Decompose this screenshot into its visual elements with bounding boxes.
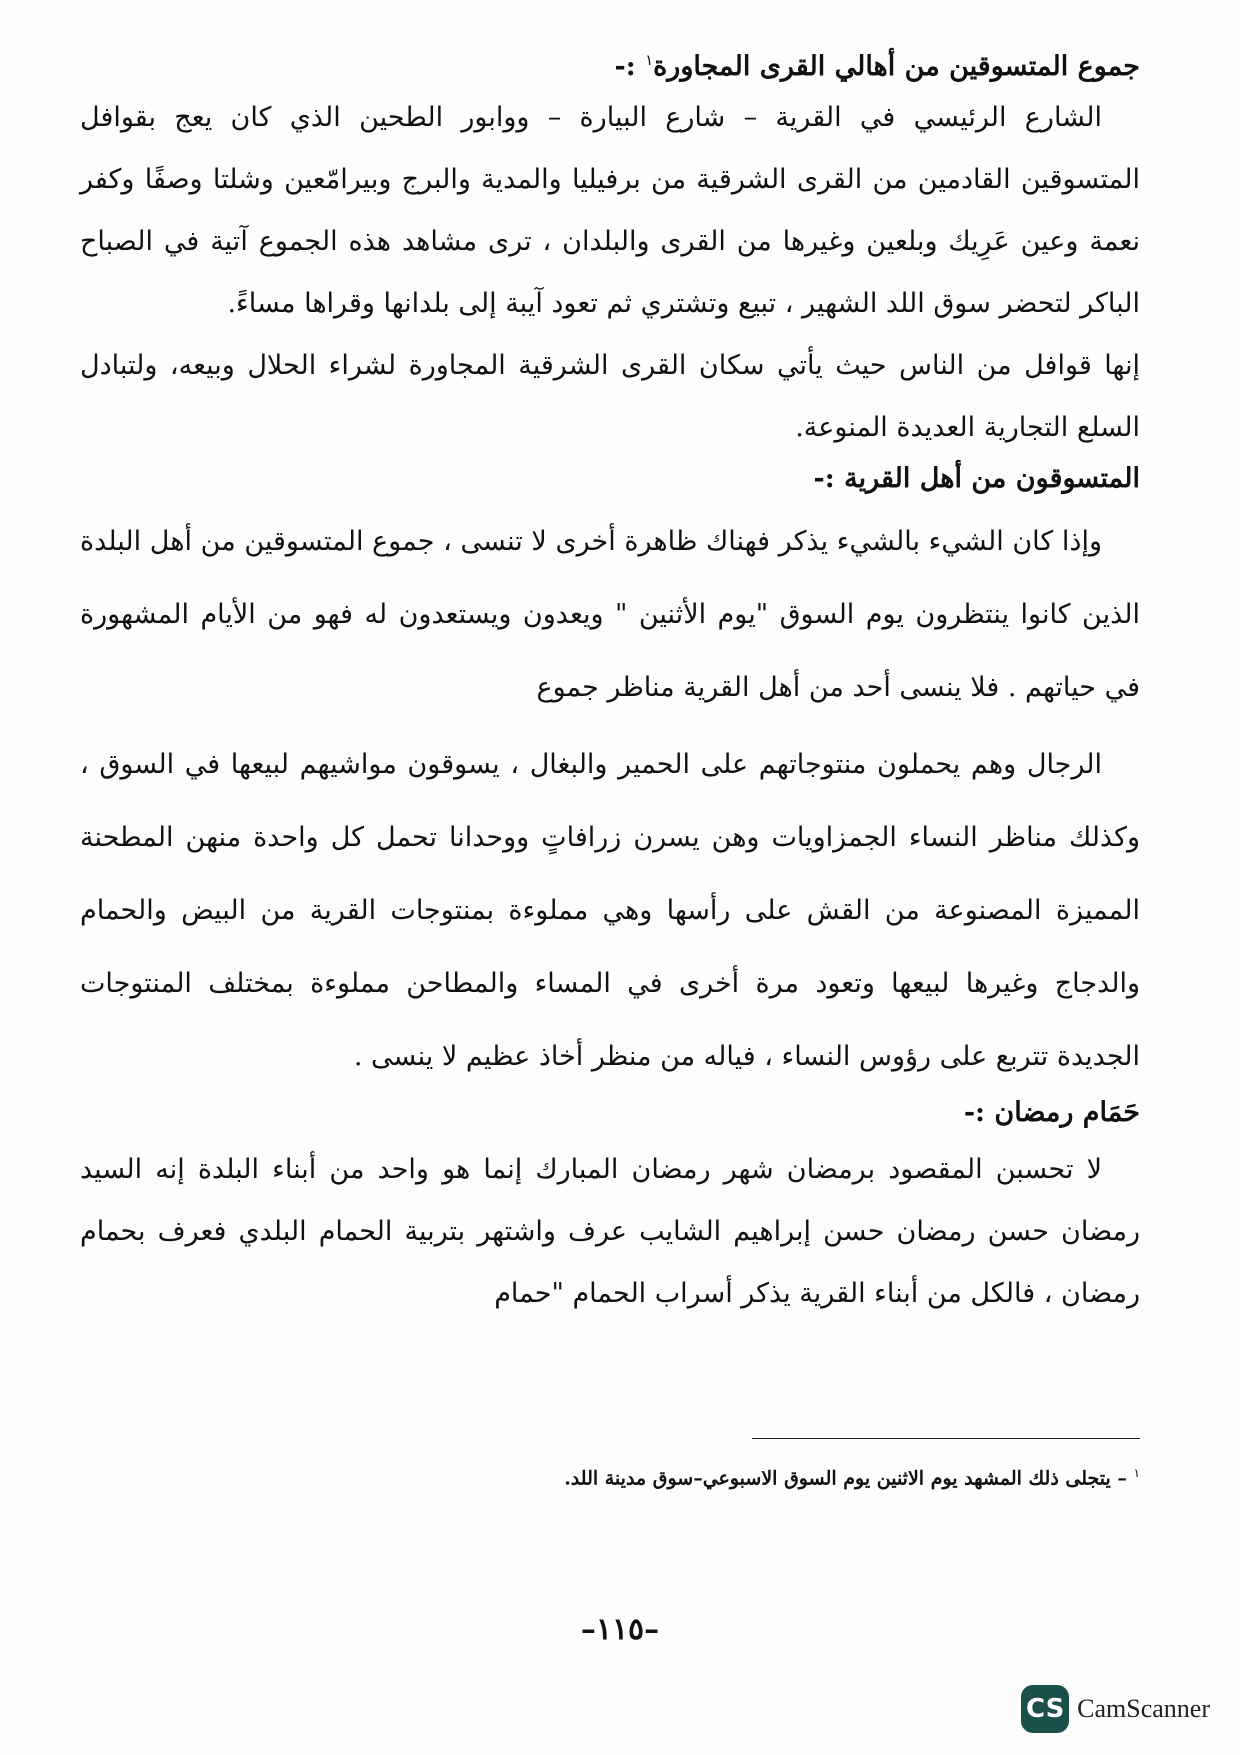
heading-text: جموع المتسوقين من أهالي القرى المجاورة <box>653 51 1140 82</box>
footnote-reference: ١ <box>645 51 654 69</box>
footnote-divider <box>752 1438 1140 1439</box>
section-heading-village-shoppers: المتسوقون من أهل القرية :- <box>813 463 1140 494</box>
paragraph-ramadan: لا تحسبن المقصود برمضان شهر رمضان المبارك إنما هو واحد من أبناء البلدة إنه السيد رمضان حسن رمضان حسن إبراهيم الشايب عرف واشتهر بتربية الحمام البلدي فعرف بحمام رمضان ، فالكل من أبناء القرية يذكر أسراب الحمام "حمام <box>80 1154 1140 1309</box>
camscanner-logo-icon: CS <box>1021 1685 1069 1733</box>
page-number: –١١٥– <box>580 1612 660 1647</box>
section-heading-neighboring-shoppers <box>80 40 1140 87</box>
footnote <box>380 1458 1140 1493</box>
paragraph-caravans: إنها قوافل من الناس حيث يأتي سكان القرى الشرقية المجاورة لشراء الحلال وبيعه، ولتبادل السلع التجارية العديدة المنوعة. <box>80 350 1140 443</box>
paragraph-market-day: وإذا كان الشيء بالشيء يذكر فهناك ظاهرة أخرى لا تنسى ، جموع المتسوقين من أهل البلدة الذين كانوا ينتظرون يوم السوق "يوم الأثنين " ويعدون ويستعدون له فهو من الأيام المشهورة في حياتهم . فلا ينسى أحد من أهل القرية مناظر جموع <box>80 526 1140 703</box>
section-heading-ramadan-pigeons: حَمَام رمضان :- <box>963 1097 1140 1128</box>
camscanner-label: CamScanner <box>1077 1694 1210 1723</box>
footnote-marker: ١ <box>1133 1466 1140 1480</box>
paragraph-main-street: الشارع الرئيسي في القرية – شارع البيارة – ووابور الطحين الذي كان يعج بقوافل المتسوقين القادمين من القرى الشرقية من برفيليا والمدية والبرج وبيرامّعين وشلتا وصفًا وكفر نعمة وعين عَرِيك وبلعين وغيرها من القرى والبلدان ، ترى مشاهد هذه الجموع آتية في الصباح الباكر لتحضر سوق اللد الشهير ، تبيع وتشتري ثم تعود آيبة إلى بلدانها وقراها مساءً. <box>80 102 1140 319</box>
paragraph-men-and-women: الرجال وهم يحملون منتوجاتهم على الحمير والبغال ، يسوقون مواشيهم لبيعها في السوق ، وكذلك مناظر النساء الجمزاويات وهن يسرن زرافاتٍ ووحدانا تحمل كل واحدة منهن المطحنة المميزة المصنوعة من القش على رأسها وهي مملوءة بمنتوجات القرية من البيض والحمام والدجاج وغيرها لبيعها وتعود مرة أخرى في المساء والمطاحن مملوءة بمختلف المنتوجات الجديدة تتربع على رؤوس النساء ، فياله من منظر أخاذ عظيم لا ينسى . <box>80 749 1140 1072</box>
camscanner-watermark <box>1021 1685 1210 1733</box>
footnote-text: – يتجلى ذلك المشهد يوم الاثنين يوم السوق الاسبوعي–سوق مدينة اللد. <box>564 1467 1134 1490</box>
page-body <box>80 40 1140 1325</box>
heading-suffix: :- <box>614 51 646 82</box>
